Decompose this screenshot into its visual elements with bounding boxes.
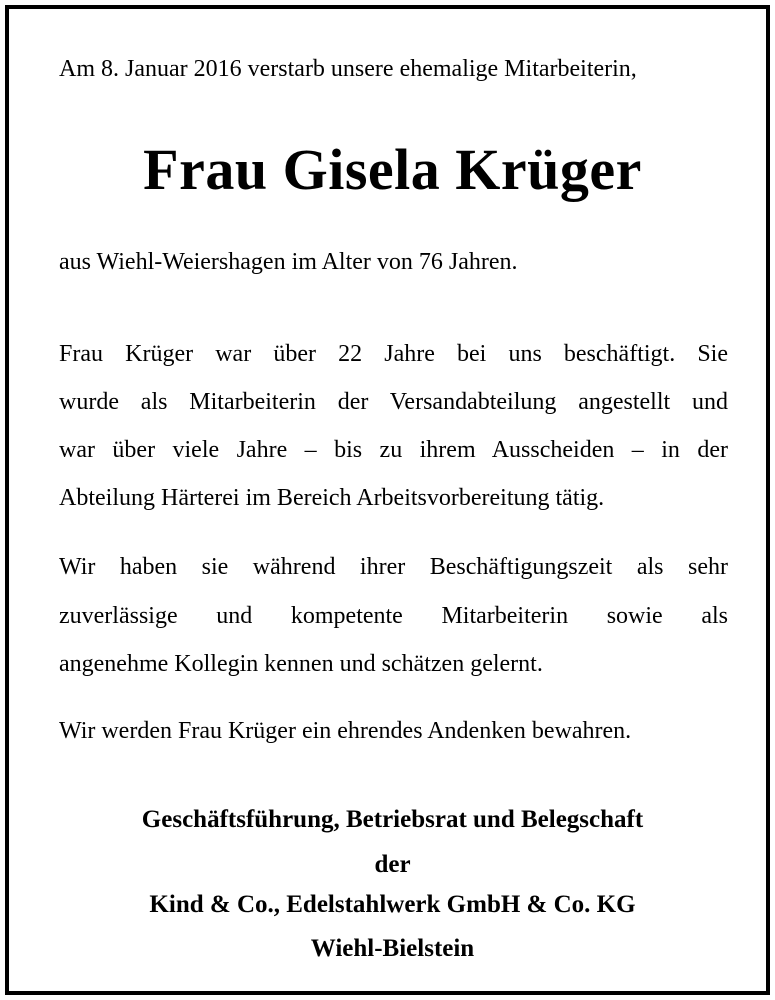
paragraph-line: wurde als Mitarbeiterin der Versandabteilung angestellt und [59, 389, 728, 415]
paragraph-line: Abteilung Härterei im Bereich Arbeitsvorbereitung tätig. [59, 485, 605, 511]
obituary-notice [5, 5, 770, 995]
closing-line: Wir werden Frau Krüger ein ehrendes Andenken bewahren. [59, 718, 632, 744]
deceased-name: Frau Gisela Krüger [143, 137, 642, 202]
signature-line: Kind & Co., Edelstahlwerk GmbH & Co. KG [149, 891, 636, 918]
signature-line: Geschäftsführung, Betriebsrat und Belegschaft [141, 806, 644, 833]
intro-line: Am 8. Januar 2016 verstarb unsere ehemalige Mitarbeiterin, [59, 56, 637, 82]
signature-line: der [374, 851, 411, 878]
paragraph-line: angenehme Kollegin kennen und schätzen gelernt. [59, 651, 543, 677]
paragraph-line: zuverlässige und kompetente Mitarbeiterin sowie als [59, 603, 728, 629]
paragraph-line: war über viele Jahre – bis zu ihrem Ausscheiden – in der [59, 437, 728, 463]
paragraph-line: Wir haben sie während ihrer Beschäftigungszeit als sehr [59, 554, 728, 580]
paragraph-line: Frau Krüger war über 22 Jahre bei uns beschäftigt. Sie [59, 341, 728, 367]
origin-line: aus Wiehl-Weiershagen im Alter von 76 Jahren. [59, 249, 518, 275]
signature-line: Wiehl-Bielstein [310, 935, 475, 962]
